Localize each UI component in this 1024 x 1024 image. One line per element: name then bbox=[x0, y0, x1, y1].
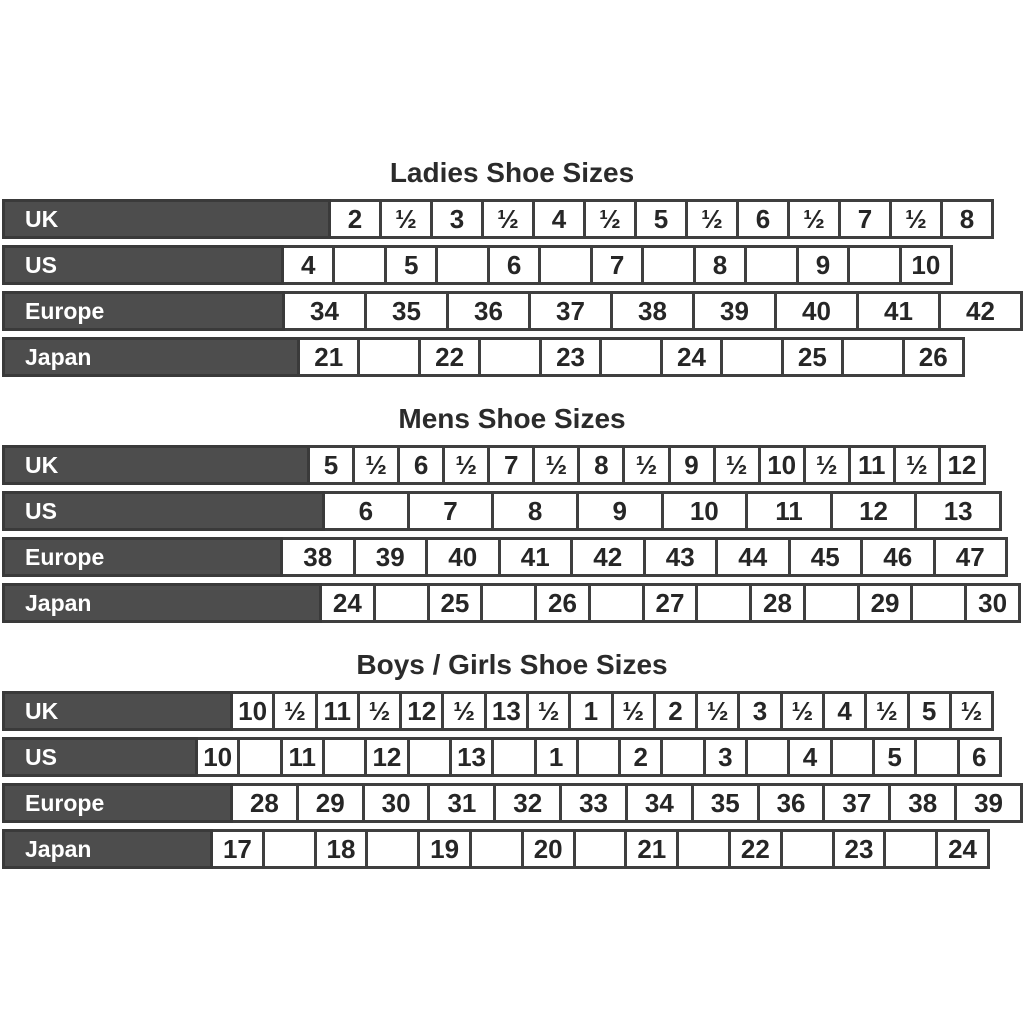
size-cell-blank bbox=[480, 583, 537, 623]
size-cell-blank bbox=[910, 583, 967, 623]
size-cell: ½ bbox=[695, 691, 740, 731]
size-row-europe bbox=[2, 537, 1008, 577]
size-cell: 4 bbox=[822, 691, 867, 731]
size-cells bbox=[322, 583, 1021, 623]
size-cell: 29 bbox=[296, 783, 365, 823]
size-cell-blank bbox=[576, 737, 621, 777]
size-cell: ½ bbox=[526, 691, 571, 731]
size-cell: 40 bbox=[425, 537, 501, 577]
size-cell: 42 bbox=[570, 537, 646, 577]
size-cell: 2 bbox=[618, 737, 663, 777]
row-label: US bbox=[2, 245, 284, 285]
size-cell: 11 bbox=[848, 445, 896, 485]
size-cell: ½ bbox=[379, 199, 433, 239]
size-cell: 9 bbox=[576, 491, 664, 531]
size-cell: 7 bbox=[407, 491, 495, 531]
size-cell: 22 bbox=[418, 337, 481, 377]
size-cell: 17 bbox=[210, 829, 265, 869]
size-cell: 21 bbox=[624, 829, 679, 869]
size-cell: 13 bbox=[914, 491, 1002, 531]
size-cell: 26 bbox=[534, 583, 591, 623]
size-row-uk bbox=[2, 199, 994, 239]
size-cell: 4 bbox=[281, 245, 335, 285]
size-cells bbox=[213, 829, 990, 869]
size-cell: 8 bbox=[491, 491, 579, 531]
size-cell-blank bbox=[744, 245, 798, 285]
size-cells bbox=[284, 245, 953, 285]
size-cell-blank bbox=[491, 737, 536, 777]
size-cell-blank bbox=[357, 337, 420, 377]
size-cell: 38 bbox=[610, 291, 695, 331]
section-title-ladies: Ladies Shoe Sizes bbox=[389, 157, 635, 188]
row-label: Japan bbox=[2, 583, 322, 623]
size-cell: ½ bbox=[442, 445, 490, 485]
size-cell: 45 bbox=[788, 537, 864, 577]
size-cell: 38 bbox=[888, 783, 957, 823]
size-cell: ½ bbox=[357, 691, 402, 731]
size-cell-blank bbox=[830, 737, 875, 777]
size-cell: 25 bbox=[781, 337, 844, 377]
size-cell-blank bbox=[322, 737, 367, 777]
size-cell: 9 bbox=[668, 445, 716, 485]
size-cell: 12 bbox=[830, 491, 918, 531]
row-label: UK bbox=[2, 199, 331, 239]
size-cell: 6 bbox=[322, 491, 410, 531]
row-label: UK bbox=[2, 691, 233, 731]
size-cell: 8 bbox=[577, 445, 625, 485]
size-cell: 10 bbox=[230, 691, 275, 731]
size-cell: 44 bbox=[715, 537, 791, 577]
size-row-uk bbox=[2, 445, 986, 485]
size-cell: 3 bbox=[737, 691, 782, 731]
size-cell: 11 bbox=[280, 737, 325, 777]
size-cell: ½ bbox=[441, 691, 486, 731]
section-ladies bbox=[2, 157, 1024, 377]
size-cells bbox=[310, 445, 986, 485]
size-cell: 6 bbox=[957, 737, 1002, 777]
size-cell: 10 bbox=[899, 245, 953, 285]
size-cell: 23 bbox=[832, 829, 887, 869]
size-cell-blank bbox=[883, 829, 938, 869]
size-cell: 11 bbox=[315, 691, 360, 731]
size-cell-blank bbox=[573, 829, 628, 869]
size-cell: 5 bbox=[384, 245, 438, 285]
size-cell-blank bbox=[914, 737, 959, 777]
row-label: US bbox=[2, 491, 325, 531]
size-cell-blank bbox=[676, 829, 731, 869]
size-row-us bbox=[2, 245, 953, 285]
size-cells bbox=[233, 691, 994, 731]
size-cell: 5 bbox=[872, 737, 917, 777]
size-row-us bbox=[2, 491, 1002, 531]
size-cell: 6 bbox=[487, 245, 541, 285]
size-cell: 13 bbox=[484, 691, 529, 731]
size-cell: 7 bbox=[487, 445, 535, 485]
size-cell-blank bbox=[803, 583, 860, 623]
size-cells bbox=[283, 537, 1008, 577]
size-cell: 36 bbox=[446, 291, 531, 331]
size-cell: 28 bbox=[749, 583, 806, 623]
size-cell: 29 bbox=[857, 583, 914, 623]
size-cell: 7 bbox=[838, 199, 892, 239]
size-cell: 35 bbox=[691, 783, 760, 823]
size-cells bbox=[325, 491, 1002, 531]
size-cell: ½ bbox=[713, 445, 761, 485]
size-cell: 41 bbox=[498, 537, 574, 577]
size-cell-blank bbox=[538, 245, 592, 285]
size-cell-blank bbox=[365, 829, 420, 869]
size-cell-blank bbox=[745, 737, 790, 777]
size-cell: 3 bbox=[703, 737, 748, 777]
size-cell: 10 bbox=[758, 445, 806, 485]
size-row-us bbox=[2, 737, 1002, 777]
size-cell-blank bbox=[237, 737, 282, 777]
size-row-europe bbox=[2, 783, 1023, 823]
row-label: Japan bbox=[2, 337, 300, 377]
size-cells bbox=[285, 291, 1023, 331]
size-row-japan bbox=[2, 583, 1021, 623]
size-cell: 25 bbox=[427, 583, 484, 623]
size-cell: 21 bbox=[297, 337, 360, 377]
size-cells bbox=[233, 783, 1023, 823]
size-cell: ½ bbox=[803, 445, 851, 485]
row-label: Japan bbox=[2, 829, 213, 869]
row-label: US bbox=[2, 737, 198, 777]
size-cell-blank bbox=[478, 337, 541, 377]
section-title-boys: Boys / Girls Shoe Sizes bbox=[356, 649, 668, 680]
size-cell-blank bbox=[695, 583, 752, 623]
size-cell-blank bbox=[332, 245, 386, 285]
size-cell: 39 bbox=[353, 537, 429, 577]
size-cell: 5 bbox=[634, 199, 688, 239]
size-cell: 23 bbox=[539, 337, 602, 377]
size-cell: ½ bbox=[780, 691, 825, 731]
size-cell: 5 bbox=[907, 691, 952, 731]
size-cell: 8 bbox=[693, 245, 747, 285]
size-cell: 26 bbox=[902, 337, 965, 377]
size-cell: 1 bbox=[568, 691, 613, 731]
size-cell: 19 bbox=[417, 829, 472, 869]
size-cell: ½ bbox=[889, 199, 943, 239]
size-cell-blank bbox=[847, 245, 901, 285]
size-cell: ½ bbox=[583, 199, 637, 239]
size-cell-blank bbox=[841, 337, 904, 377]
size-cell: 7 bbox=[590, 245, 644, 285]
size-cell: 33 bbox=[559, 783, 628, 823]
size-cell: 2 bbox=[328, 199, 382, 239]
size-cell: ½ bbox=[622, 445, 670, 485]
row-label: Europe bbox=[2, 783, 233, 823]
size-cell: 24 bbox=[319, 583, 376, 623]
size-cell: 4 bbox=[787, 737, 832, 777]
size-cells bbox=[300, 337, 965, 377]
size-cell: 47 bbox=[933, 537, 1009, 577]
row-label: UK bbox=[2, 445, 310, 485]
size-cell: 6 bbox=[736, 199, 790, 239]
size-cell: 39 bbox=[692, 291, 777, 331]
size-cell-blank bbox=[435, 245, 489, 285]
size-cell: 40 bbox=[774, 291, 859, 331]
size-cell: 30 bbox=[964, 583, 1021, 623]
size-cell: 12 bbox=[364, 737, 409, 777]
size-cell: 12 bbox=[938, 445, 986, 485]
size-cell: 5 bbox=[307, 445, 355, 485]
row-label: Europe bbox=[2, 537, 283, 577]
size-cell: 24 bbox=[660, 337, 723, 377]
size-row-japan bbox=[2, 829, 990, 869]
size-cell: 34 bbox=[625, 783, 694, 823]
size-cell: 24 bbox=[935, 829, 990, 869]
size-cell: 20 bbox=[521, 829, 576, 869]
size-cell: ½ bbox=[685, 199, 739, 239]
row-label: Europe bbox=[2, 291, 285, 331]
section-title-mens: Mens Shoe Sizes bbox=[398, 403, 626, 434]
size-cell: 12 bbox=[399, 691, 444, 731]
size-cell: 27 bbox=[642, 583, 699, 623]
size-cell: 34 bbox=[282, 291, 367, 331]
size-cell: ½ bbox=[787, 199, 841, 239]
size-cell-blank bbox=[469, 829, 524, 869]
size-cell-blank bbox=[262, 829, 317, 869]
size-cell: ½ bbox=[611, 691, 656, 731]
size-cell: 46 bbox=[860, 537, 936, 577]
size-cell: 9 bbox=[796, 245, 850, 285]
size-cell: 2 bbox=[653, 691, 698, 731]
size-cell-blank bbox=[373, 583, 430, 623]
size-cell: 35 bbox=[364, 291, 449, 331]
size-cell: 18 bbox=[314, 829, 369, 869]
size-cell: ½ bbox=[481, 199, 535, 239]
size-cell: 42 bbox=[938, 291, 1023, 331]
size-cell-blank bbox=[720, 337, 783, 377]
size-cell: 4 bbox=[532, 199, 586, 239]
size-cell-blank bbox=[407, 737, 452, 777]
size-cell: 8 bbox=[940, 199, 994, 239]
size-cell: ½ bbox=[272, 691, 317, 731]
size-cell: 10 bbox=[661, 491, 749, 531]
size-cell-blank bbox=[588, 583, 645, 623]
size-cell: 36 bbox=[757, 783, 826, 823]
size-row-europe bbox=[2, 291, 1023, 331]
size-cell: 32 bbox=[493, 783, 562, 823]
size-cell: ½ bbox=[893, 445, 941, 485]
size-cell: ½ bbox=[352, 445, 400, 485]
size-cell: ½ bbox=[949, 691, 994, 731]
size-cell: 10 bbox=[195, 737, 240, 777]
size-cells bbox=[331, 199, 994, 239]
size-cell: 37 bbox=[528, 291, 613, 331]
size-cell: 38 bbox=[280, 537, 356, 577]
section-boys bbox=[2, 649, 1024, 869]
size-cell: ½ bbox=[532, 445, 580, 485]
section-mens bbox=[2, 403, 1024, 623]
size-cell: 28 bbox=[230, 783, 299, 823]
size-cell: 30 bbox=[362, 783, 431, 823]
size-cell: 37 bbox=[822, 783, 891, 823]
size-cell: 22 bbox=[728, 829, 783, 869]
size-row-japan bbox=[2, 337, 965, 377]
size-row-uk bbox=[2, 691, 994, 731]
size-cell-blank bbox=[599, 337, 662, 377]
size-cell-blank bbox=[780, 829, 835, 869]
size-cell: ½ bbox=[864, 691, 909, 731]
size-cell: 3 bbox=[430, 199, 484, 239]
size-cell: 13 bbox=[449, 737, 494, 777]
size-cell: 31 bbox=[427, 783, 496, 823]
size-cell: 11 bbox=[745, 491, 833, 531]
size-cell: 43 bbox=[643, 537, 719, 577]
size-cell-blank bbox=[641, 245, 695, 285]
size-cells bbox=[198, 737, 1002, 777]
size-cell-blank bbox=[660, 737, 705, 777]
size-cell: 6 bbox=[397, 445, 445, 485]
size-cell: 39 bbox=[954, 783, 1023, 823]
size-cell: 41 bbox=[856, 291, 941, 331]
size-cell: 1 bbox=[534, 737, 579, 777]
